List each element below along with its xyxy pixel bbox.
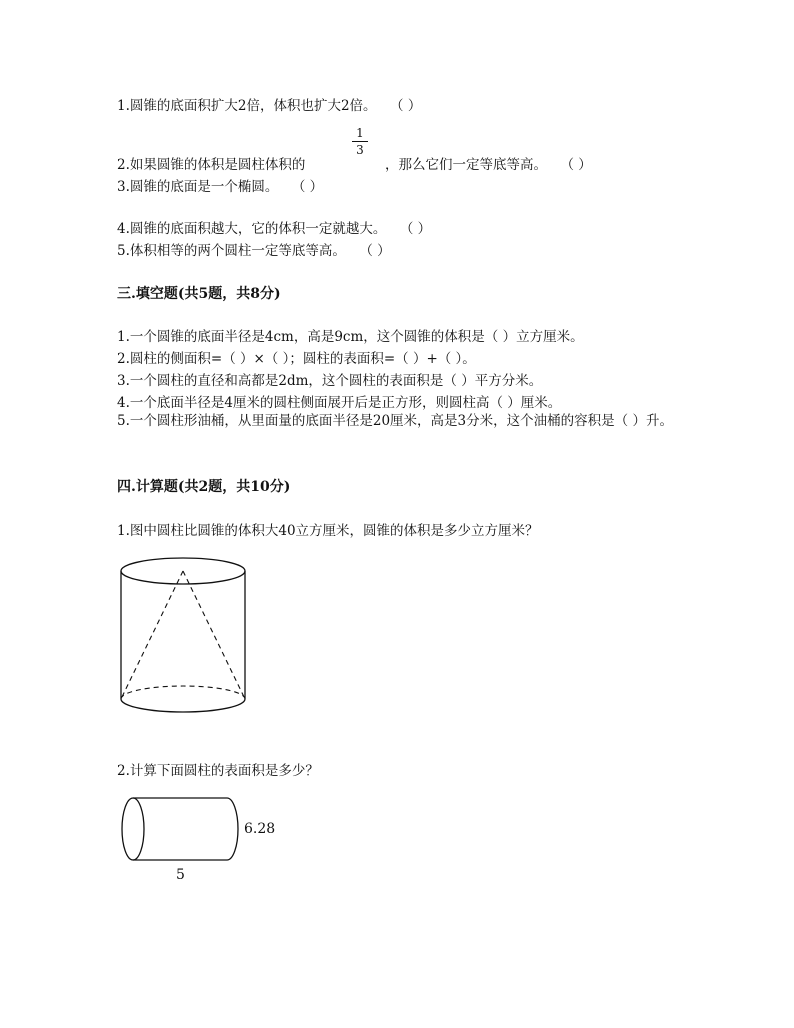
cylinder-left-face bbox=[122, 798, 144, 860]
fraction-one-third bbox=[352, 126, 368, 157]
fill-q3: 3.一个圆柱的直径和高都是2dm，这个圆柱的表面积是（ ）平方分米。 bbox=[117, 373, 543, 389]
fill-q2: 2.圆柱的侧面积=（ ）×（ ）；圆柱的表面积=（ ）+（ ）。 bbox=[117, 351, 476, 367]
calc-q1: 1.图中圆柱比圆锥的体积大40立方厘米，圆锥的体积是多少立方厘米？ bbox=[117, 523, 539, 539]
judge-q2-before: 2.如果圆锥的体积是圆柱体积的 bbox=[117, 157, 306, 173]
cylinder-cone-figure bbox=[115, 555, 255, 725]
section4-title: 四.计算题(共2题，共10分) bbox=[117, 479, 291, 495]
cone-right-slant bbox=[183, 571, 245, 699]
fraction-numerator: 1 bbox=[356, 126, 364, 140]
horizontal-cylinder-figure bbox=[118, 795, 248, 869]
fill-q4: 4.一个底面半径是4厘米的圆柱侧面展开后是正方形，则圆柱高（ ）厘米。 bbox=[117, 395, 562, 411]
judge-q1: 1.圆锥的底面积扩大2倍，体积也扩大2倍。 （ ） bbox=[117, 98, 422, 114]
cylinder-height-label: 6.28 bbox=[244, 821, 276, 837]
cylinder-bottom-back-arc bbox=[121, 686, 245, 699]
judge-q3: 3.圆锥的底面是一个椭圆。 （ ） bbox=[117, 179, 324, 195]
cylinder-right-arc bbox=[227, 798, 238, 860]
fill-q5: 5.一个圆柱形油桶，从里面量的底面半径是20厘米，高是3分米，这个油桶的容积是（ ）升。 bbox=[117, 413, 673, 429]
judge-q5: 5.体积相等的两个圆柱一定等底等高。 （ ） bbox=[117, 243, 391, 259]
cylinder-length-label: 5 bbox=[176, 867, 185, 883]
calc-q2: 2.计算下面圆柱的表面积是多少？ bbox=[117, 763, 319, 779]
fraction-bar bbox=[352, 141, 368, 142]
cylinder-bottom-front-arc bbox=[121, 699, 245, 712]
judge-q2-after: ，那么它们一定等底等高。 （ ） bbox=[385, 157, 592, 173]
fraction-denominator: 3 bbox=[356, 143, 364, 157]
cone-left-slant bbox=[121, 571, 183, 699]
section3-title: 三.填空题(共5题，共8分) bbox=[117, 286, 281, 302]
judge-q4: 4.圆锥的底面积越大，它的体积一定就越大。 （ ） bbox=[117, 221, 432, 237]
fill-q1: 1.一个圆锥的底面半径是4cm，高是9cm，这个圆锥的体积是（ ）立方厘米。 bbox=[117, 329, 584, 345]
